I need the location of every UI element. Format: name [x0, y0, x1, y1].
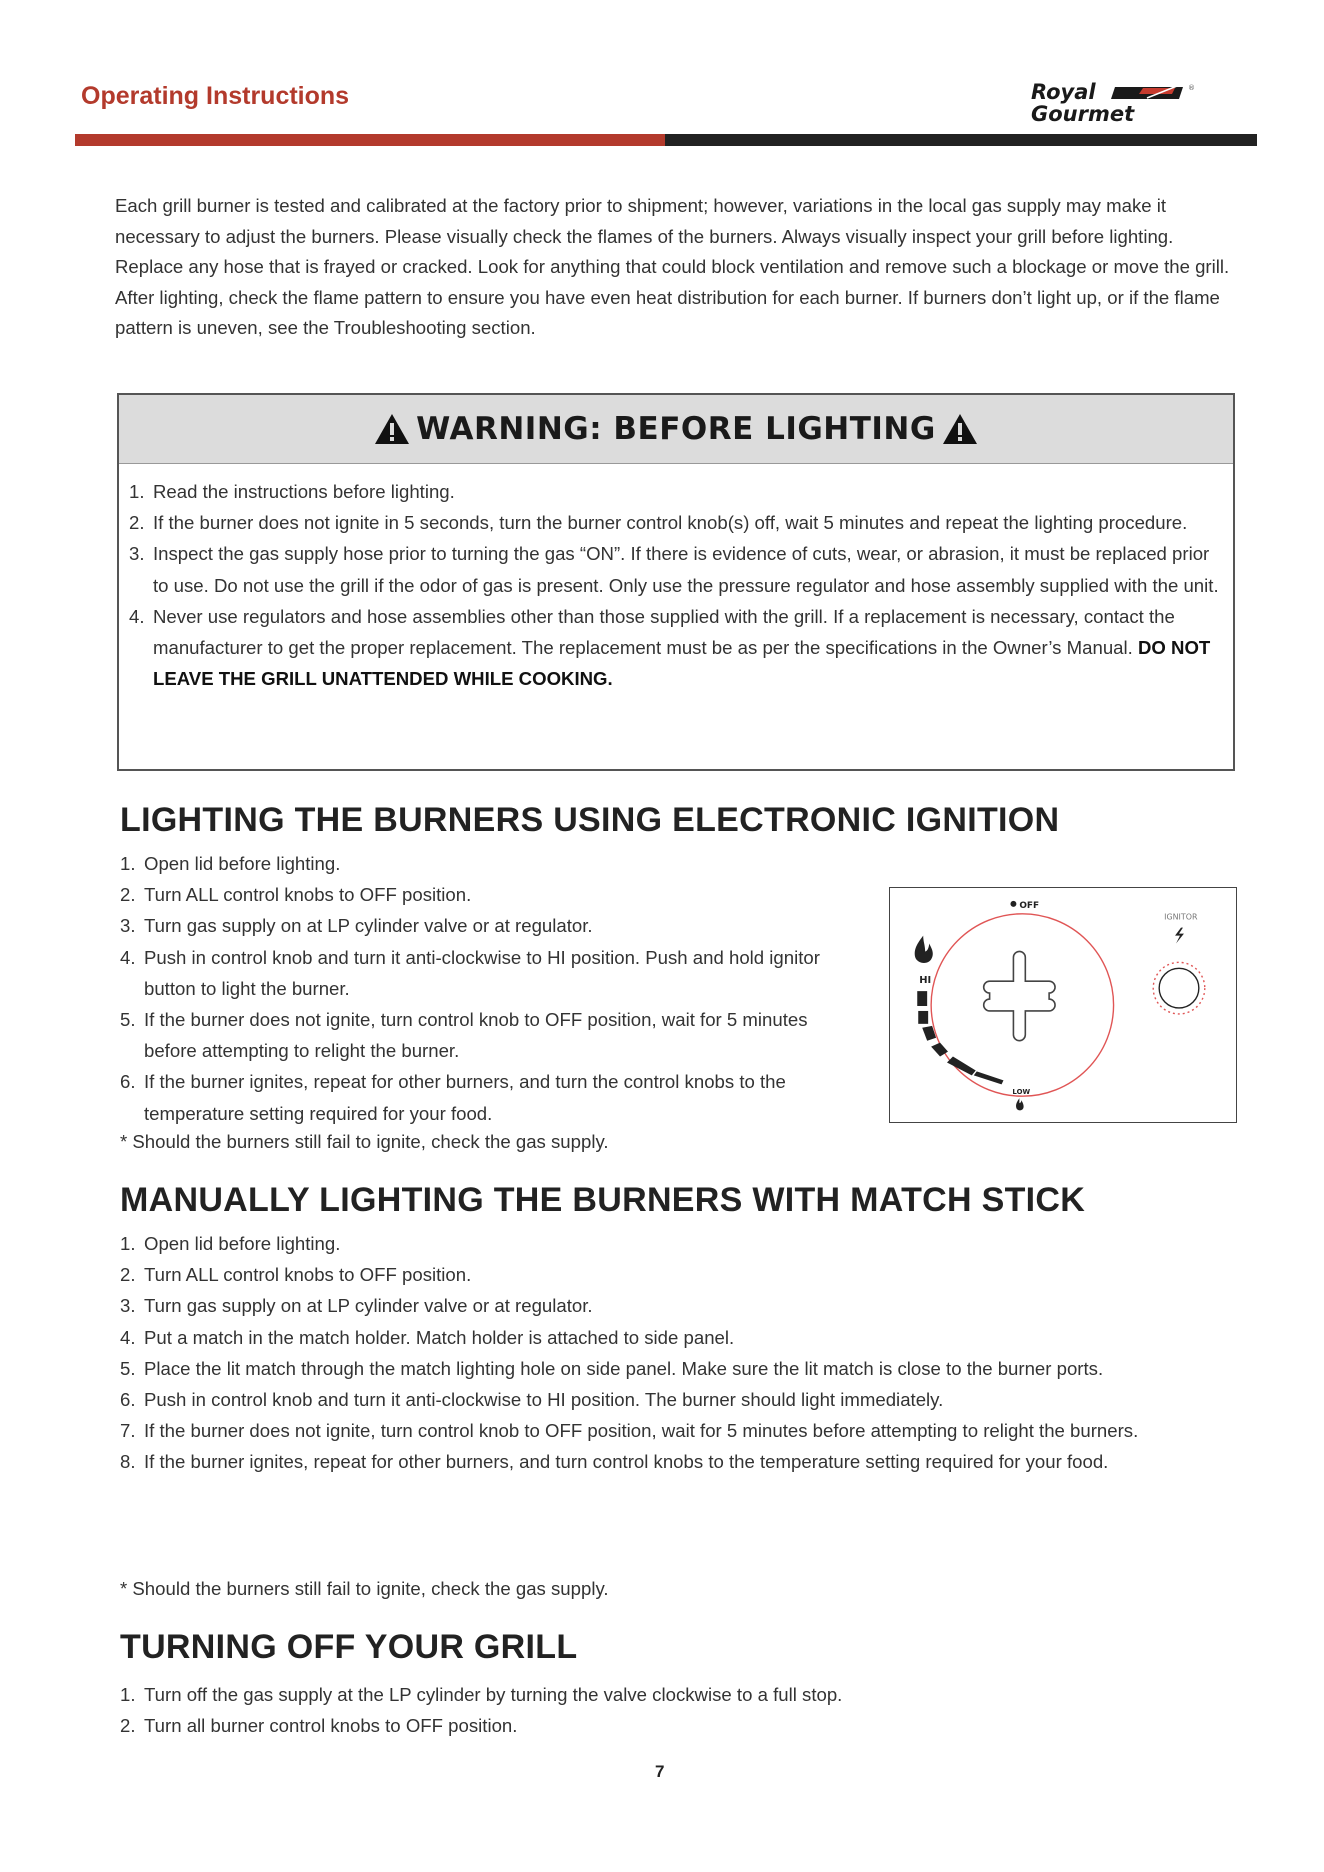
header-rule-accent [75, 134, 665, 146]
list-text: Read the instructions before lighting. [153, 481, 455, 502]
list-number: 4. [120, 946, 136, 968]
header-rule-dark [665, 134, 1257, 146]
list-item [120, 1415, 1235, 1446]
list-item [120, 1384, 1235, 1415]
list-item [120, 910, 865, 941]
warning-header [119, 395, 1233, 464]
royal-gourmet-logo [1025, 80, 1225, 124]
list-item [129, 507, 1224, 538]
section-heading-electronic: LIGHTING THE BURNERS USING ELECTRONIC IGNITION [120, 801, 1060, 839]
list-item [129, 601, 1224, 695]
turning-off-steps-list [120, 1679, 1235, 1741]
list-number: 6. [120, 1071, 136, 1093]
list-number: 6. [120, 1389, 136, 1411]
list-item [120, 1290, 1235, 1321]
warning-title: WARNING: BEFORE LIGHTING [416, 411, 936, 447]
list-number: 2. [120, 1715, 136, 1737]
warning-box [117, 393, 1235, 771]
hi-label: HI [919, 975, 932, 987]
ignitor-button [1159, 968, 1199, 1008]
list-item [120, 1228, 1235, 1259]
list-number: 3. [120, 915, 136, 937]
heat-level-wedges [917, 991, 1003, 1084]
low-label: LOW [1012, 1088, 1031, 1097]
list-number: 5. [120, 1357, 136, 1379]
ignitor-label: IGNITOR [1164, 912, 1198, 922]
list-text: Inspect the gas supply hose prior to turning the gas “ON”. If there is evidence of cuts, wear, or abrasion, it must be replaced prior to use. Do not use the grill if the odor of gas is present. Only use the pressure regulator and hose assembly supplied with the unit. [153, 543, 1219, 596]
logo-flag-mark [1111, 86, 1183, 99]
list-text: Turn all burner control knobs to OFF position. [144, 1715, 518, 1737]
list-number: 1. [120, 853, 136, 874]
list-text: If the burner does not ignite, turn control knob to OFF position, wait for 5 minutes before attempting to relight the burner. [144, 1009, 808, 1062]
logo-text-line1: Royal [1031, 80, 1096, 104]
high-flame-icon [915, 936, 933, 963]
knob-dial-ring [931, 914, 1113, 1096]
list-text: Push in control knob and turn it anti-clockwise to HI position. The burner should light immediately. [144, 1389, 944, 1411]
list-number: 4. [120, 1326, 136, 1348]
list-item [129, 476, 1224, 507]
list-number: 8. [120, 1451, 136, 1473]
intro-paragraph: Each grill burner is tested and calibrated at the factory prior to shipment; however, variations in the local gas supply may make it necessary to adjust the burners. Please visually check the flames of the burners. Always visually inspect your grill before lighting. Replace any hose that is frayed or cracked. Look for anything that could block ventilation and remove such a blockage or move the grill. After lighting, check the flame pattern to ensure you have even heat distribution for each burner. If burners don’t light up, or if the flame pattern is uneven, see the Troubleshooting section. [115, 195, 1230, 338]
manual-note: * Should the burners still fail to ignite, check the gas supply. [120, 1578, 609, 1599]
list-item [120, 1066, 865, 1128]
logo-registered-mark: ® [1188, 84, 1195, 92]
control-knob-diagram [889, 887, 1237, 1123]
list-number: 5. [120, 1009, 136, 1031]
page-number: 7 [655, 1762, 665, 1781]
list-text: Turn off the gas supply at the LP cylinder by turning the valve clockwise to a full stop. [144, 1684, 843, 1705]
low-flame-icon [1016, 1098, 1024, 1110]
list-text: Turn ALL control knobs to OFF position. [144, 884, 472, 906]
list-item [120, 1259, 1235, 1290]
list-number: 1. [120, 1233, 136, 1254]
list-text: If the burner does not ignite in 5 seconds, turn the burner control knob(s) off, wait 5 minutes and repeat the lighting procedure. [153, 512, 1188, 534]
list-item [120, 879, 865, 910]
list-number: 3. [129, 543, 145, 565]
list-number: 2. [120, 1264, 136, 1286]
list-text: If the burner does not ignite, turn control knob to OFF position, wait for 5 minutes before attempting to relight the burners. [144, 1420, 1139, 1442]
list-text: If the burner ignites, repeat for other burners, and turn the control knobs to the temperature setting required for your food. [144, 1071, 786, 1124]
list-text: Open lid before lighting. [144, 853, 341, 874]
list-item [120, 1446, 1235, 1477]
list-number: 2. [120, 884, 136, 906]
list-number: 7. [120, 1420, 136, 1442]
list-text: Open lid before lighting. [144, 1233, 341, 1254]
list-item [120, 942, 865, 1004]
list-number: 1. [120, 1684, 136, 1705]
warning-icon [374, 413, 410, 445]
spark-icon [1175, 928, 1184, 944]
list-number: 4. [129, 605, 145, 627]
list-text: Turn gas supply on at LP cylinder valve or at regulator. [144, 1295, 593, 1317]
ignitor-button-outline [1153, 962, 1205, 1014]
list-number: 2. [129, 512, 145, 534]
list-text: Put a match in the match holder. Match holder is attached to side panel. [144, 1326, 735, 1348]
list-number: 1. [129, 481, 145, 502]
list-item [120, 1353, 1235, 1384]
warning-list [129, 476, 1224, 694]
list-item [120, 1004, 865, 1066]
list-item [120, 1679, 1235, 1710]
list-number: 3. [120, 1295, 136, 1317]
electronic-note: * Should the burners still fail to ignite, check the gas supply. [120, 1131, 609, 1152]
electronic-steps-list [120, 848, 865, 1129]
list-text: If the burner ignites, repeat for other burners, and turn control knobs to the temperature setting required for your food. [144, 1451, 1109, 1473]
warning-icon [942, 413, 978, 445]
list-text: Place the lit match through the match lighting hole on side panel. Make sure the lit match is close to the burner ports. [144, 1357, 1104, 1379]
list-item [120, 848, 865, 879]
manual-steps-list [120, 1228, 1235, 1478]
list-text: Turn gas supply on at LP cylinder valve or at regulator. [144, 915, 593, 937]
list-text: Never use regulators and hose assemblies other than those supplied with the grill. If a replacement is necessary, contact the manufacturer to get the proper replacement. The replacement must be as per the specifications in the Owner’s Manual. [153, 605, 1175, 659]
off-marker-dot [1010, 901, 1016, 907]
list-text: Turn ALL control knobs to OFF position. [144, 1264, 472, 1286]
list-text: Push in control knob and turn it anti-clockwise to HI position. Push and hold ignitor button to light the burner. [144, 946, 820, 999]
page-title: Operating Instructions [81, 82, 350, 110]
list-item [120, 1322, 1235, 1353]
list-item [120, 1710, 1235, 1741]
list-text-emphasis: DO NOT LEAVE THE GRILL UNATTENDED WHILE COOKING. [153, 637, 1211, 690]
section-heading-turning-off: TURNING OFF YOUR GRILL [120, 1628, 578, 1666]
off-label: OFF [1019, 900, 1040, 911]
section-heading-manual: MANUALLY LIGHTING THE BURNERS WITH MATCH STICK [120, 1181, 1086, 1219]
logo-text-line2: Gourmet [1031, 102, 1135, 124]
knob-cross-shape [984, 951, 1055, 1040]
list-item [129, 538, 1224, 600]
